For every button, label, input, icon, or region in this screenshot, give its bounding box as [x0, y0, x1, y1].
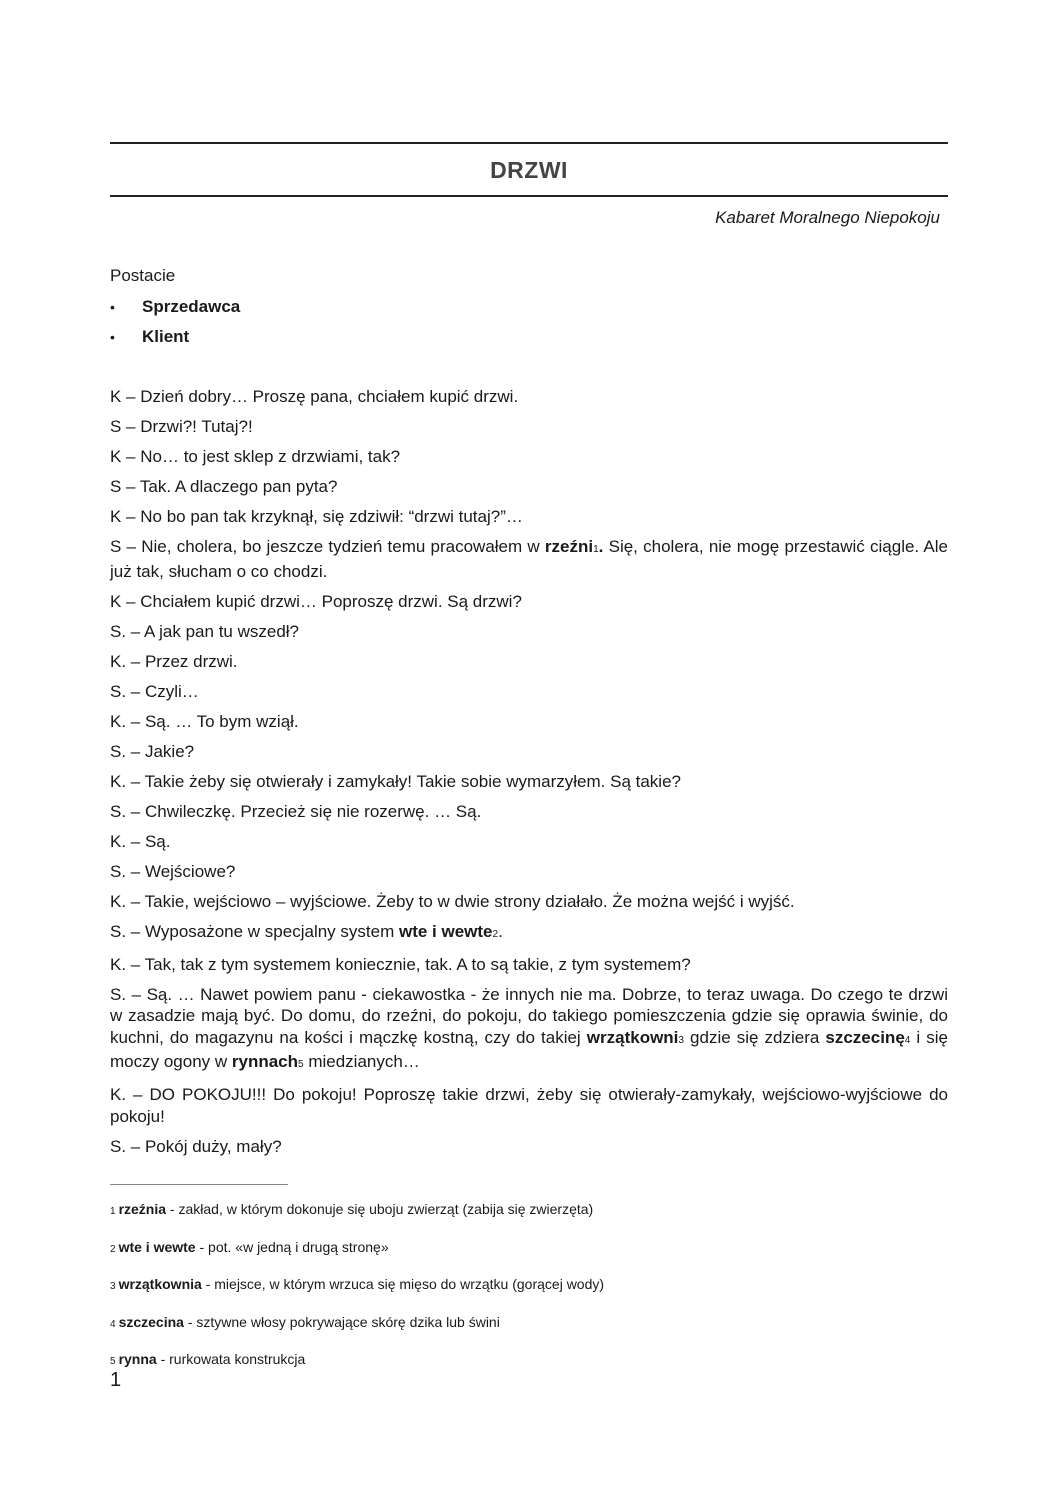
- footnote-number: 4: [110, 1318, 116, 1330]
- footnote-ref: 1: [593, 544, 599, 555]
- dialogue-line: [110, 386, 948, 408]
- dialogue-line: [110, 954, 948, 976]
- footnote: [110, 1274, 948, 1312]
- footnote-definition: - rurkowata konstrukcja: [156, 1351, 306, 1367]
- dialogue-text: miedzianych…: [303, 1052, 420, 1071]
- dialogue-text: K – No bo pan tak krzyknął, się zdziwił: “drzwi tutaj?”…: [110, 507, 523, 526]
- dialogue-line: [110, 591, 948, 613]
- dialogue-line: [110, 831, 948, 853]
- dialogue-text: .: [498, 921, 503, 941]
- dialogue-text: S. – Jakie?: [110, 741, 195, 761]
- footnote-definition: - pot. «w jedną i drugą stronę»: [195, 1238, 389, 1255]
- footnote-definition: - miejsce, w którym wrzuca się mięso do wrzątku (gorącej wody): [201, 1276, 605, 1292]
- dialogue-line: [110, 1084, 948, 1127]
- dialogue-line: [110, 621, 948, 643]
- title-top-rule: [110, 142, 948, 144]
- footnote-term: rynna: [118, 1351, 157, 1367]
- footnote-definition: - zakład, w którym dokonuje się uboju zwierząt (zabija się zwierzęta): [166, 1201, 594, 1217]
- glossed-term: .: [598, 537, 604, 556]
- dialogue-text: K – Dzień dobry… Proszę pana, chciałem kupić drzwi.: [110, 387, 519, 406]
- dialogue-line: [110, 861, 948, 883]
- footnote-term: szczecina: [118, 1313, 184, 1330]
- footnote-number: 1: [110, 1206, 116, 1217]
- dialogue-text: K. – Takie żeby się otwierały i zamykały! Takie sobie wymarzyłem. Są takie?: [110, 771, 681, 791]
- glossed-term: wrzątkowni: [586, 1027, 679, 1047]
- dialogue-line: [110, 711, 948, 733]
- dialogue-text: S. – Są. … Nawet powiem panu - ciekawostka - że innych nie ma. Dobrze, to teraz uwaga. Do czego te drzwi w zasadzie mają być. Do domu, do rzeźni, do pokoju, do takiego pomieszczenia gdzie się oprawia świnie, do kuchni, do magazynu na kości i mączkę kostną, czy do takiej: [110, 984, 948, 1047]
- footnotes: [110, 1199, 948, 1387]
- dialogue-text: K – No… to jest sklep z drzwiami, tak?: [110, 447, 401, 466]
- dialogue-line: [110, 771, 948, 793]
- dialogue-text: S. – Chwileczkę. Przecież się nie rozerwę. … Są.: [110, 801, 482, 821]
- dialogue-text: S. – Wyposażone w specjalny system: [110, 921, 399, 941]
- dialogue-line: [110, 891, 948, 913]
- dialogue-text: K. – DO POKOJU!!! Do pokoju! Poproszę takie drzwi, żeby się otwierały-zamykały, wejściowo-wyjściowe do pokoju!: [110, 1085, 948, 1126]
- footnote: [110, 1237, 948, 1275]
- dialogue-text: S – Tak. A dlaczego pan pyta?: [110, 477, 338, 496]
- footnote-definition: - sztywne włosy pokrywające skórę dzika lub świni: [183, 1313, 500, 1330]
- footnote-number: 5: [110, 1356, 116, 1367]
- dialogue-text: K. – Tak, tak z tym systemem koniecznie, tak. A to są takie, z tym systemem?: [110, 954, 691, 974]
- dialogue-text: K. – Są. … To bym wziął.: [110, 711, 299, 731]
- dialogue-line: [110, 536, 948, 582]
- glossed-term: wte i wewte: [398, 921, 493, 941]
- footnote: [110, 1199, 948, 1237]
- dialogue-line: [110, 921, 948, 946]
- footnote-term: wrzątkownia: [118, 1276, 202, 1292]
- dialogue-line: [110, 681, 948, 703]
- dialogue-line: [110, 801, 948, 823]
- characters-label: Postacie: [110, 266, 176, 285]
- dialogue-text: S. – Wejściowe?: [110, 861, 236, 881]
- dialogue-line: [110, 651, 948, 673]
- footnote-ref: 4: [904, 1034, 911, 1046]
- character-name: Sprzedawca: [142, 297, 241, 316]
- dialogue-text: K. – Przez drzwi.: [110, 651, 238, 671]
- footnote-separator: [110, 1184, 288, 1185]
- footnote-number: 3: [110, 1281, 116, 1292]
- footnote: [110, 1312, 948, 1350]
- footnote: [110, 1349, 948, 1387]
- character-name: Klient: [142, 327, 190, 346]
- glossed-term: szczecinę: [825, 1027, 905, 1047]
- dialogue: [110, 386, 948, 1166]
- character-item: [110, 296, 240, 326]
- glossed-term: rzeźni: [544, 537, 594, 556]
- footnote-term: rzeźnia: [118, 1201, 167, 1217]
- dialogue-text: gdzie się zdziera: [683, 1027, 826, 1047]
- dialogue-text: K. – Takie, wejściowo – wyjściowe. Żeby to w dwie strony działało. Że można wejść i wyjść.: [110, 891, 795, 911]
- dialogue-text: S. – Czyli…: [110, 681, 199, 701]
- document-title: DRZWI: [490, 157, 568, 183]
- dialogue-line: [110, 1136, 948, 1158]
- dialogue-text: S – Drzwi?! Tutaj?!: [110, 417, 253, 436]
- glossed-term: rynnach: [231, 1052, 299, 1071]
- dialogue-text: K – Chciałem kupić drzwi… Poproszę drzwi. Są drzwi?: [110, 591, 522, 611]
- characters-list: [110, 296, 240, 356]
- dialogue-line: [110, 984, 948, 1076]
- dialogue-line: [110, 741, 948, 763]
- footnote-ref: 3: [678, 1034, 684, 1046]
- dialogue-text: K. – Są.: [110, 831, 171, 851]
- footnote-ref: 5: [298, 1059, 304, 1070]
- footnote-ref: 2: [492, 928, 499, 940]
- title-bottom-rule: [110, 195, 948, 197]
- dialogue-text: S – Nie, cholera, bo jeszcze tydzień temu pracowałem w: [110, 537, 545, 556]
- page-number: 1: [110, 1369, 122, 1391]
- dialogue-line: [110, 506, 948, 528]
- footnote-term: wte i wewte: [118, 1238, 196, 1255]
- footnote-number: 2: [110, 1243, 116, 1255]
- bullet-icon: •: [110, 329, 115, 345]
- dialogue-line: [110, 416, 948, 438]
- dialogue-line: [110, 476, 948, 498]
- character-item: [110, 326, 240, 356]
- dialogue-line: [110, 446, 948, 468]
- document-author: Kabaret Moralnego Niepokoju: [715, 208, 940, 227]
- dialogue-text: S. – A jak pan tu wszedł?: [110, 621, 300, 641]
- bullet-icon: •: [110, 299, 115, 315]
- dialogue-text: i się moczy ogony w: [110, 1027, 948, 1071]
- dialogue-text: Się, cholera, nie mogę przestawić ciągle. Ale już tak, słucham o co chodzi.: [110, 537, 948, 581]
- dialogue-text: S. – Pokój duży, mały?: [110, 1136, 282, 1156]
